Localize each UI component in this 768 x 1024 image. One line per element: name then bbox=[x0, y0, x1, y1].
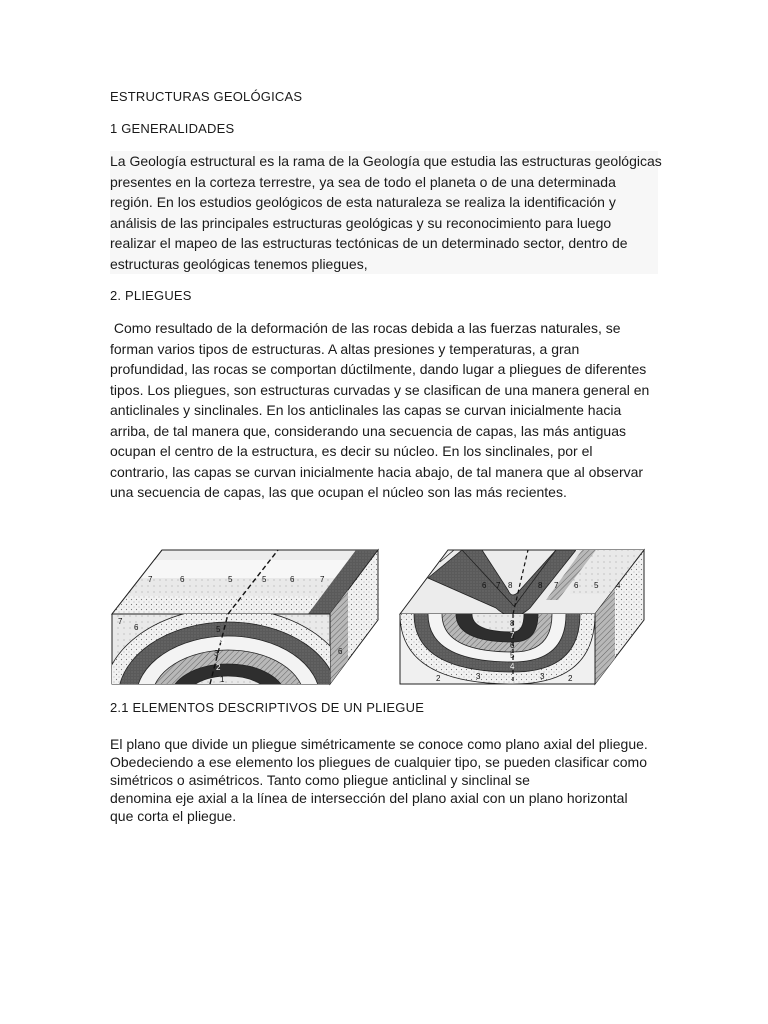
text-line: anticlinales y sinclinales. En los anticlinales las capas se curvan inicialmente hacia bbox=[110, 402, 622, 418]
text-line: que corta el pliegue. bbox=[110, 808, 237, 824]
layer-label: 8 bbox=[510, 619, 515, 628]
layer-label: 7 bbox=[554, 581, 559, 590]
layer-label: 2 bbox=[216, 663, 221, 672]
text-line: arriba, de tal manera que, considerando una secuencia de capas, las más antiguas bbox=[110, 422, 626, 439]
text-line: análisis de las principales estructuras geológicas y su reconocimiento para luego bbox=[110, 213, 658, 234]
layer-label: 5 bbox=[228, 575, 233, 584]
layer-label: 3 bbox=[476, 672, 481, 681]
paragraph-elementos bbox=[110, 735, 658, 825]
layer-label: 2 bbox=[436, 674, 441, 683]
text-line: La Geología estructural es la rama de la Geología que estudia las estructuras geológicas bbox=[110, 151, 658, 172]
text-line: simétricos o asimétricos. Tanto como pliegue anticlinal y sinclinal se bbox=[110, 772, 530, 788]
layer-label: 5 bbox=[262, 575, 267, 584]
text-line: forman varios tipos de estructuras. A altas presiones y temperaturas, a gran bbox=[110, 340, 580, 357]
layer-label: 5 bbox=[594, 581, 599, 590]
layer-label: 4 bbox=[220, 637, 225, 646]
text-line: región. En los estudios geológicos de esta naturaleza se realiza la identificación y bbox=[110, 192, 658, 213]
layer-label: 6 bbox=[510, 641, 515, 650]
text-line: estructuras geológicas tenemos pliegues, bbox=[110, 254, 658, 275]
layer-label: 6 bbox=[574, 581, 579, 590]
text-line: Obedeciendo a ese elemento los pliegues de cualquier tipo, se pueden clasificar como bbox=[110, 754, 648, 770]
section-heading-elementos: 2.1 ELEMENTOS DESCRIPTIVOS DE UN PLIEGUE bbox=[110, 700, 425, 715]
layer-label: 3 bbox=[214, 649, 219, 658]
document-title: ESTRUCTURAS GEOLÓGICAS bbox=[110, 89, 303, 104]
layer-label: 7 bbox=[510, 631, 515, 640]
fold-diagram-figure bbox=[110, 548, 660, 686]
text-line: contrario, las capas se curvan inicialmente hacia abajo, de tal manera que al observar bbox=[110, 463, 644, 480]
layer-label: 6 bbox=[338, 647, 343, 656]
layer-label: 8 bbox=[538, 581, 543, 590]
section-heading-generalidades: 1 GENERALIDADES bbox=[110, 121, 235, 136]
paragraph-pliegues bbox=[110, 318, 658, 503]
layer-label: 4 bbox=[510, 662, 515, 671]
layer-label: 8 bbox=[508, 581, 513, 590]
layer-label: 5 bbox=[510, 651, 515, 660]
section-heading-pliegues: 2. PLIEGUES bbox=[110, 288, 192, 303]
text-line: profundidad, las rocas se comportan dúctilmente, dando lugar a pliegues de diferentes bbox=[110, 361, 647, 377]
layer-label: 6 bbox=[134, 623, 139, 632]
layer-label: 1 bbox=[220, 675, 225, 684]
layer-label: 6 bbox=[180, 575, 185, 584]
layer-label: 7 bbox=[320, 575, 325, 584]
text-line: presentes en la corteza terrestre, ya sea de todo el planeta o de una determinada bbox=[110, 172, 658, 193]
layer-label: 7 bbox=[496, 581, 501, 590]
layer-label: 5 bbox=[216, 625, 221, 634]
text-line: una secuencia de capas, las que ocupan el núcleo son las más recientes. bbox=[110, 484, 567, 500]
layer-label: 4 bbox=[616, 581, 621, 590]
layer-label: 7 bbox=[148, 575, 153, 584]
syncline-block bbox=[400, 550, 644, 684]
fold-block-diagrams bbox=[110, 548, 660, 686]
layer-label: 3 bbox=[540, 672, 545, 681]
text-line: denomina eje axial a la línea de intersección del plano axial con un plano horizontal bbox=[110, 790, 628, 806]
text-line: El plano que divide un pliegue simétricamente se conoce como plano axial del pliegue. bbox=[110, 736, 648, 752]
anticline-block bbox=[110, 550, 378, 686]
layer-label: 6 bbox=[482, 581, 487, 590]
text-line: Como resultado de la deformación de las rocas debida a las fuerzas naturales, se bbox=[110, 320, 621, 336]
layer-label: 7 bbox=[118, 617, 123, 626]
text-line: ocupan el centro de la estructura, es decir su núcleo. En los sinclinales, por el bbox=[110, 443, 593, 459]
layer-label: 2 bbox=[568, 674, 573, 683]
text-line: realizar el mapeo de las estructuras tectónicas de un determinado sector, dentro de bbox=[110, 233, 658, 254]
layer-label: 6 bbox=[290, 575, 295, 584]
text-line: tipos. Los pliegues, son estructuras curvadas y se clasifican de una manera general en bbox=[110, 381, 650, 398]
paragraph-generalidades bbox=[110, 151, 662, 274]
